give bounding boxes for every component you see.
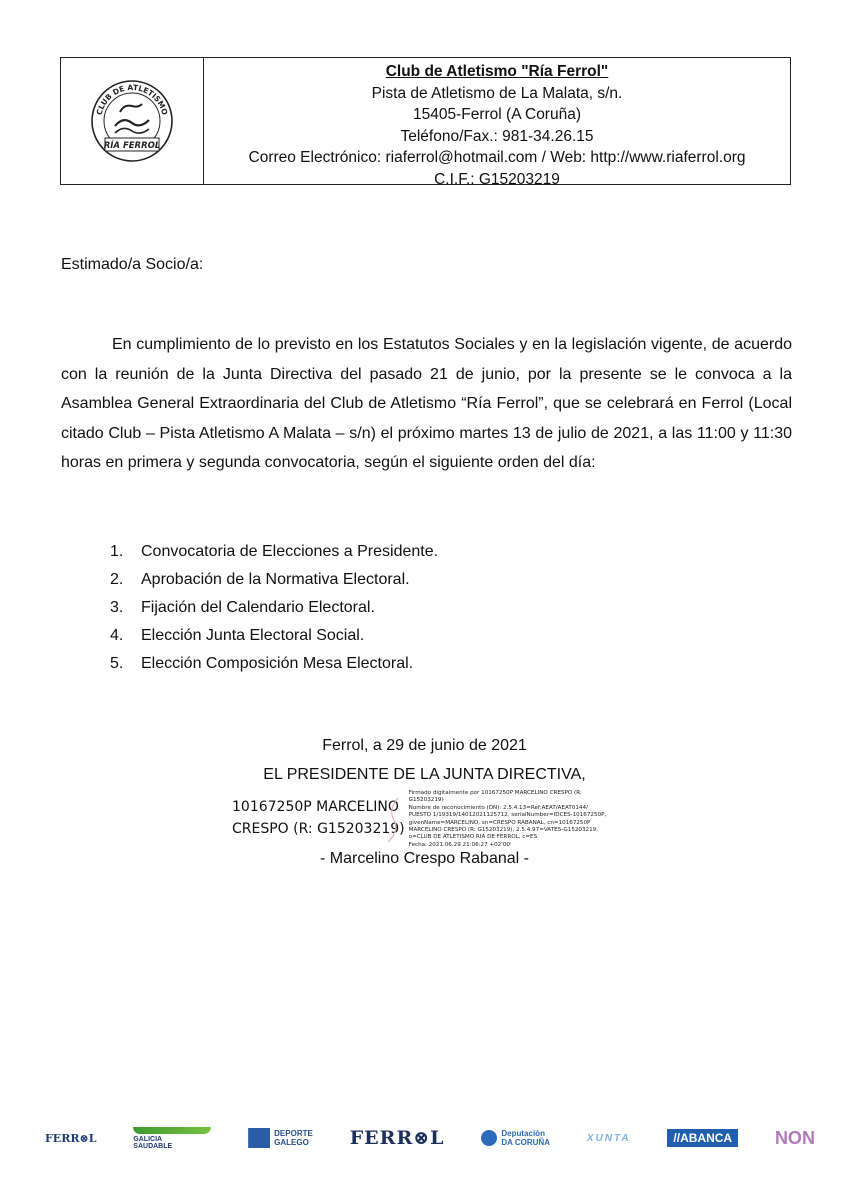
xunta-logo	[587, 1133, 631, 1144]
ferrol-logo-large-text: FERR⊗L	[349, 1127, 445, 1149]
agenda-item-number: 1.	[110, 543, 124, 560]
signature-detail-line: o=CLUB DE ATLETISMO RIA DE FERROL, c=ES	[408, 834, 538, 841]
signature-name-line: 10167250P MARCELINO	[232, 799, 399, 815]
deporte-mark-icon	[248, 1128, 270, 1148]
logo-bottom-text: RÍA FERROL	[103, 141, 161, 151]
logo-top-text: CLUB DE ATLETISMO	[94, 82, 170, 116]
signature-detail-line: G15203219)	[408, 797, 444, 804]
signature-name	[232, 796, 405, 840]
deputacion-logo-text: Deputación	[501, 1129, 545, 1138]
convocation-paragraph: En cumplimiento de lo previsto en los Estatutos Sociales y en la legislación vigente, de acuerdo con la reunión de la Junta Directiva del pasado 21 de junio, por la presente se le convoca a la Asamblea General Extraordinaria del Club de Atletismo “Ría Ferrol”, que se celebrará en Ferrol (Local citado Club – Pista Atletismo A Malata – s/n) el próximo martes 13 de julio de 2021, a las 11:00 y 11:30 horas en primera y segunda convocatoria, según el siguiente orden del día:	[61, 336, 792, 471]
agenda-item-text: Aprobación de la Normativa Electoral.	[141, 571, 410, 588]
agenda-item-number: 5.	[110, 655, 124, 672]
xunta-logo-text: XUNTA	[586, 1132, 631, 1144]
agenda-item-text: Elección Junta Electoral Social.	[141, 627, 365, 644]
club-phone: Teléfono/Fax.: 981-34.26.15	[400, 127, 594, 145]
galicia-saudable-logo	[133, 1127, 211, 1150]
president-title: EL PRESIDENTE DE LA JUNTA DIRECTIVA,	[263, 766, 586, 783]
date-line: Ferrol, a 29 de junio de 2021	[322, 737, 527, 754]
agenda-list	[110, 538, 438, 678]
letterhead	[60, 57, 791, 188]
agenda-item	[110, 650, 438, 678]
non-logo	[775, 1128, 815, 1149]
abanca-logo	[667, 1129, 738, 1147]
signature-stroke	[380, 794, 410, 844]
ferrol-logo-small-text: FERR⊗L	[45, 1131, 97, 1145]
club-info	[204, 58, 790, 188]
club-postal: 15405-Ferrol (A Coruña)	[413, 106, 581, 123]
club-contact: Correo Electrónico: riaferrol@hotmail.com / Web: http://www.riaferrol.org	[248, 149, 746, 166]
agenda-item	[110, 566, 438, 594]
signer-name: - Marcelino Crespo Rabanal -	[320, 850, 529, 867]
deporte-galego-logo	[248, 1128, 313, 1148]
agenda-item-text: Convocatoria de Elecciones a Presidente.	[141, 543, 439, 560]
agenda-item-number: 2.	[110, 571, 124, 588]
club-address: Pista de Atletismo de La Malata, s/n.	[371, 84, 623, 102]
signature-name-line: CRESPO (R: G15203219)	[232, 821, 405, 837]
signature-details	[408, 790, 607, 849]
digital-signature	[232, 790, 607, 849]
salutation: Estimado/a Socio/a:	[61, 256, 204, 273]
club-logo	[87, 76, 177, 166]
signature-detail-line: PUESTO 1/19319/14012021125712, serialNumber=IDCES-10167250P,	[408, 812, 607, 819]
club-logo-cell	[61, 58, 204, 184]
abanca-logo-text: //ABANCA	[673, 1131, 733, 1145]
deporte-logo-text: GALEGO	[274, 1138, 309, 1147]
galicia-logo-text: SAUDABLE	[133, 1142, 173, 1150]
club-cif: C.I.F.: G15203219	[434, 170, 560, 188]
galicia-logo-text: GALICIA	[133, 1135, 163, 1143]
club-name: Club de Atletismo "Ría Ferrol"	[385, 63, 609, 80]
agenda-item	[110, 594, 438, 622]
signature-detail-line: MARCELINO CRESPO (R: G15203219), 2.5.4.97=VATES-G15203219,	[408, 827, 599, 834]
agenda-item-text: Elección Composición Mesa Electoral.	[141, 655, 414, 672]
galicia-swoosh-icon	[133, 1127, 211, 1134]
deporte-logo-text: DEPORTE	[274, 1129, 313, 1138]
signature-detail-line: Nombre de reconocimiento (DN): 2.5.4.13=Ref:AEAT/AEAT0144/	[408, 804, 588, 811]
deputacion-seal-icon	[481, 1130, 497, 1146]
agenda-item	[110, 622, 438, 650]
agenda-item-number: 4.	[110, 627, 124, 644]
signature-detail-line: Firmado digitalmente por 10167250P MARCELINO CRESPO (R:	[408, 790, 582, 796]
ferrol-logo-large	[350, 1127, 445, 1149]
agenda-item-number: 3.	[110, 599, 124, 616]
agenda-item-text: Fijación del Calendario Electoral.	[141, 599, 375, 616]
ferrol-logo-small	[45, 1132, 96, 1145]
signature-detail-line: Fecha: 2021.06.29 21:06:27 +02'00'	[408, 841, 512, 848]
non-logo-text: NON	[774, 1127, 815, 1148]
deputacion-logo	[481, 1129, 550, 1147]
deputacion-logo-text: DA CORUÑA	[501, 1138, 550, 1147]
agenda-item	[110, 538, 438, 566]
signature-detail-line: givenName=MARCELINO, sn=CRESPO RABANAL, cn=10167250P	[408, 819, 591, 826]
sponsor-bar	[45, 1122, 815, 1154]
